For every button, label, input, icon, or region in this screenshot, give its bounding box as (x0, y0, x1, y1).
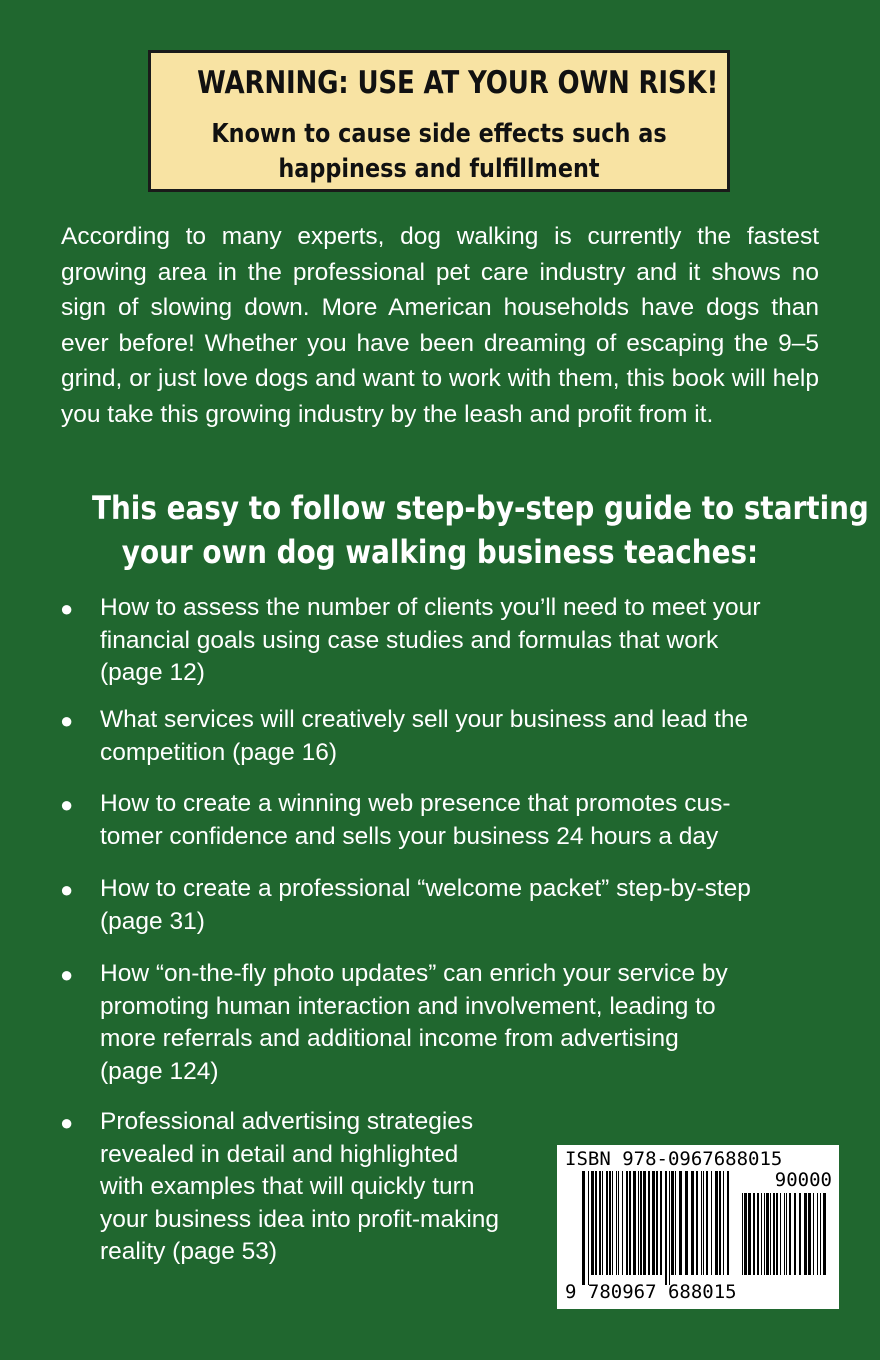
barcode-bar (612, 1171, 613, 1275)
barcode-bar (773, 1193, 775, 1275)
bullet-line: revealed in detail and highlighted (100, 1140, 459, 1168)
bullet-line: How “on-the-fly photo updates” can enrich your service by (100, 960, 728, 987)
barcode-bar (599, 1171, 601, 1275)
barcode-bar (748, 1193, 751, 1275)
bullet-text (100, 704, 748, 769)
barcode-bar (780, 1193, 781, 1275)
barcode-bar (638, 1171, 639, 1275)
bullet-text (100, 873, 751, 938)
barcode-bar (794, 1193, 796, 1275)
barcode-bar (671, 1171, 674, 1275)
bullet-icon: ● (60, 1110, 74, 1135)
barcode-bar (675, 1171, 676, 1275)
bullet-line: financial goals using case studies and formulas that work (100, 626, 719, 654)
barcode-bar (744, 1193, 747, 1275)
barcode-bar (715, 1171, 718, 1275)
barcode-bar (582, 1171, 585, 1285)
barcode-bar (770, 1193, 771, 1275)
barcode-bar (656, 1171, 658, 1275)
bullet-line: (page 12) (100, 659, 205, 686)
barcode-bar (660, 1171, 662, 1275)
barcode-bar (789, 1193, 791, 1275)
isbn-digits: 9 780967 688015 (565, 1281, 737, 1303)
barcode-bar (820, 1193, 821, 1275)
barcode-bar (588, 1171, 589, 1285)
warning-subtitle-line: happiness and fulfillment (278, 154, 600, 184)
bullet-icon: ● (60, 792, 74, 817)
price-code: 90000 (774, 1169, 832, 1191)
barcode-bar (727, 1171, 729, 1275)
barcode-bar (804, 1193, 807, 1275)
barcode-bar (776, 1193, 778, 1275)
barcode-icon (582, 1171, 732, 1285)
barcode-bar (595, 1171, 597, 1275)
barcode-bar (591, 1171, 594, 1275)
bullet-line: Professional advertising strategies (100, 1108, 474, 1135)
warning-subtitle (191, 117, 686, 187)
barcode-bar (643, 1171, 646, 1275)
headline-line: This easy to follow step-by-step guide to starting (92, 489, 869, 527)
barcode-bar (817, 1193, 818, 1275)
barcode-bar (665, 1171, 667, 1285)
barcode-bar (784, 1193, 785, 1275)
barcode-bar (766, 1193, 769, 1275)
bullet-icon: ● (60, 596, 74, 621)
barcode-bar (761, 1193, 762, 1275)
bullet-line: competition (page 16) (100, 738, 337, 766)
warning-box (148, 50, 730, 192)
isbn-barcode (557, 1145, 839, 1309)
bullet-line: promoting human interaction and involvement, leading to (100, 992, 716, 1020)
isbn-label: ISBN 978-0967688015 (565, 1148, 783, 1170)
barcode-bar (609, 1171, 611, 1275)
barcode-bar (701, 1171, 702, 1275)
barcode-bar (711, 1171, 712, 1275)
barcode-bar (742, 1193, 743, 1275)
barcode-bar (622, 1171, 623, 1275)
bullet-line: more referrals and additional income from advertising (100, 1025, 679, 1052)
bullet-line: your business idea into profit-making (100, 1205, 500, 1233)
barcode-bar (799, 1193, 801, 1275)
warning-subtitle-line: Known to cause side effects such as (211, 119, 667, 149)
barcode-bar (648, 1171, 650, 1275)
bullet-text (100, 1106, 499, 1269)
bullet-icon: ● (60, 962, 74, 987)
barcode-bar (723, 1171, 724, 1275)
barcode-bar (640, 1171, 642, 1275)
barcode-bar (669, 1171, 670, 1285)
bullet-icon: ● (60, 877, 74, 902)
bullet-line: How to assess the number of clients you’ll need to meet your (100, 594, 761, 621)
barcode-bar (823, 1193, 826, 1275)
barcode-bar (626, 1171, 628, 1275)
barcode-bar (757, 1193, 759, 1275)
barcode-bar (753, 1193, 755, 1275)
barcode-bar (706, 1171, 708, 1275)
bullet-line: What services will creatively sell your business and lead the (100, 706, 749, 733)
barcode-bar (719, 1171, 721, 1275)
bullet-icon: ● (60, 708, 74, 733)
barcode-bar (808, 1193, 811, 1275)
bullet-line: with examples that will quickly turn (100, 1173, 475, 1200)
barcode-bar (618, 1171, 619, 1275)
bullet-text (100, 592, 760, 690)
addon-barcode-icon (742, 1193, 830, 1285)
bullet-line: (page 31) (100, 907, 205, 935)
barcode-bar (786, 1193, 787, 1275)
bullet-line: reality (page 53) (100, 1238, 278, 1265)
barcode-bar (606, 1171, 608, 1275)
intro-paragraph: According to many experts, dog walking is currently the fastest growing area in the professional pet care industry and it shows no sign of slowing down. More American households have dogs than ever before! Whether you have been dreaming of escaping the 9–5 grind, or just love dogs and want to work with them, this book will help you take this growing industry by the leash and profit from it. (61, 223, 819, 428)
barcode-bar (813, 1193, 814, 1275)
barcode-bar (696, 1171, 698, 1275)
barcode-bar (685, 1171, 688, 1275)
section-headline (40, 486, 869, 574)
bullet-line: tomer confidence and sells your business 24 hours a day (100, 822, 719, 850)
barcode-bar (616, 1171, 617, 1275)
barcode-bar (764, 1193, 765, 1275)
barcode-bar (691, 1171, 694, 1275)
warning-title: WARNING: USE AT YOUR OWN RISK! (197, 65, 719, 101)
barcode-bar (652, 1171, 655, 1275)
bullet-text (100, 788, 731, 853)
barcode-bar (633, 1171, 636, 1275)
bullet-text (100, 958, 728, 1088)
bullet-line: How to create a winning web presence that promotes cus- (100, 790, 731, 817)
barcode-bar (679, 1171, 682, 1275)
barcode-bar (602, 1171, 603, 1275)
barcode-bar (703, 1171, 704, 1275)
bullet-line: (page 124) (100, 1057, 219, 1085)
barcode-bar (629, 1171, 631, 1275)
headline-line: your own dog walking business teaches: (121, 533, 759, 571)
bullet-line: How to create a professional “welcome packet” step-by-step (100, 875, 751, 902)
